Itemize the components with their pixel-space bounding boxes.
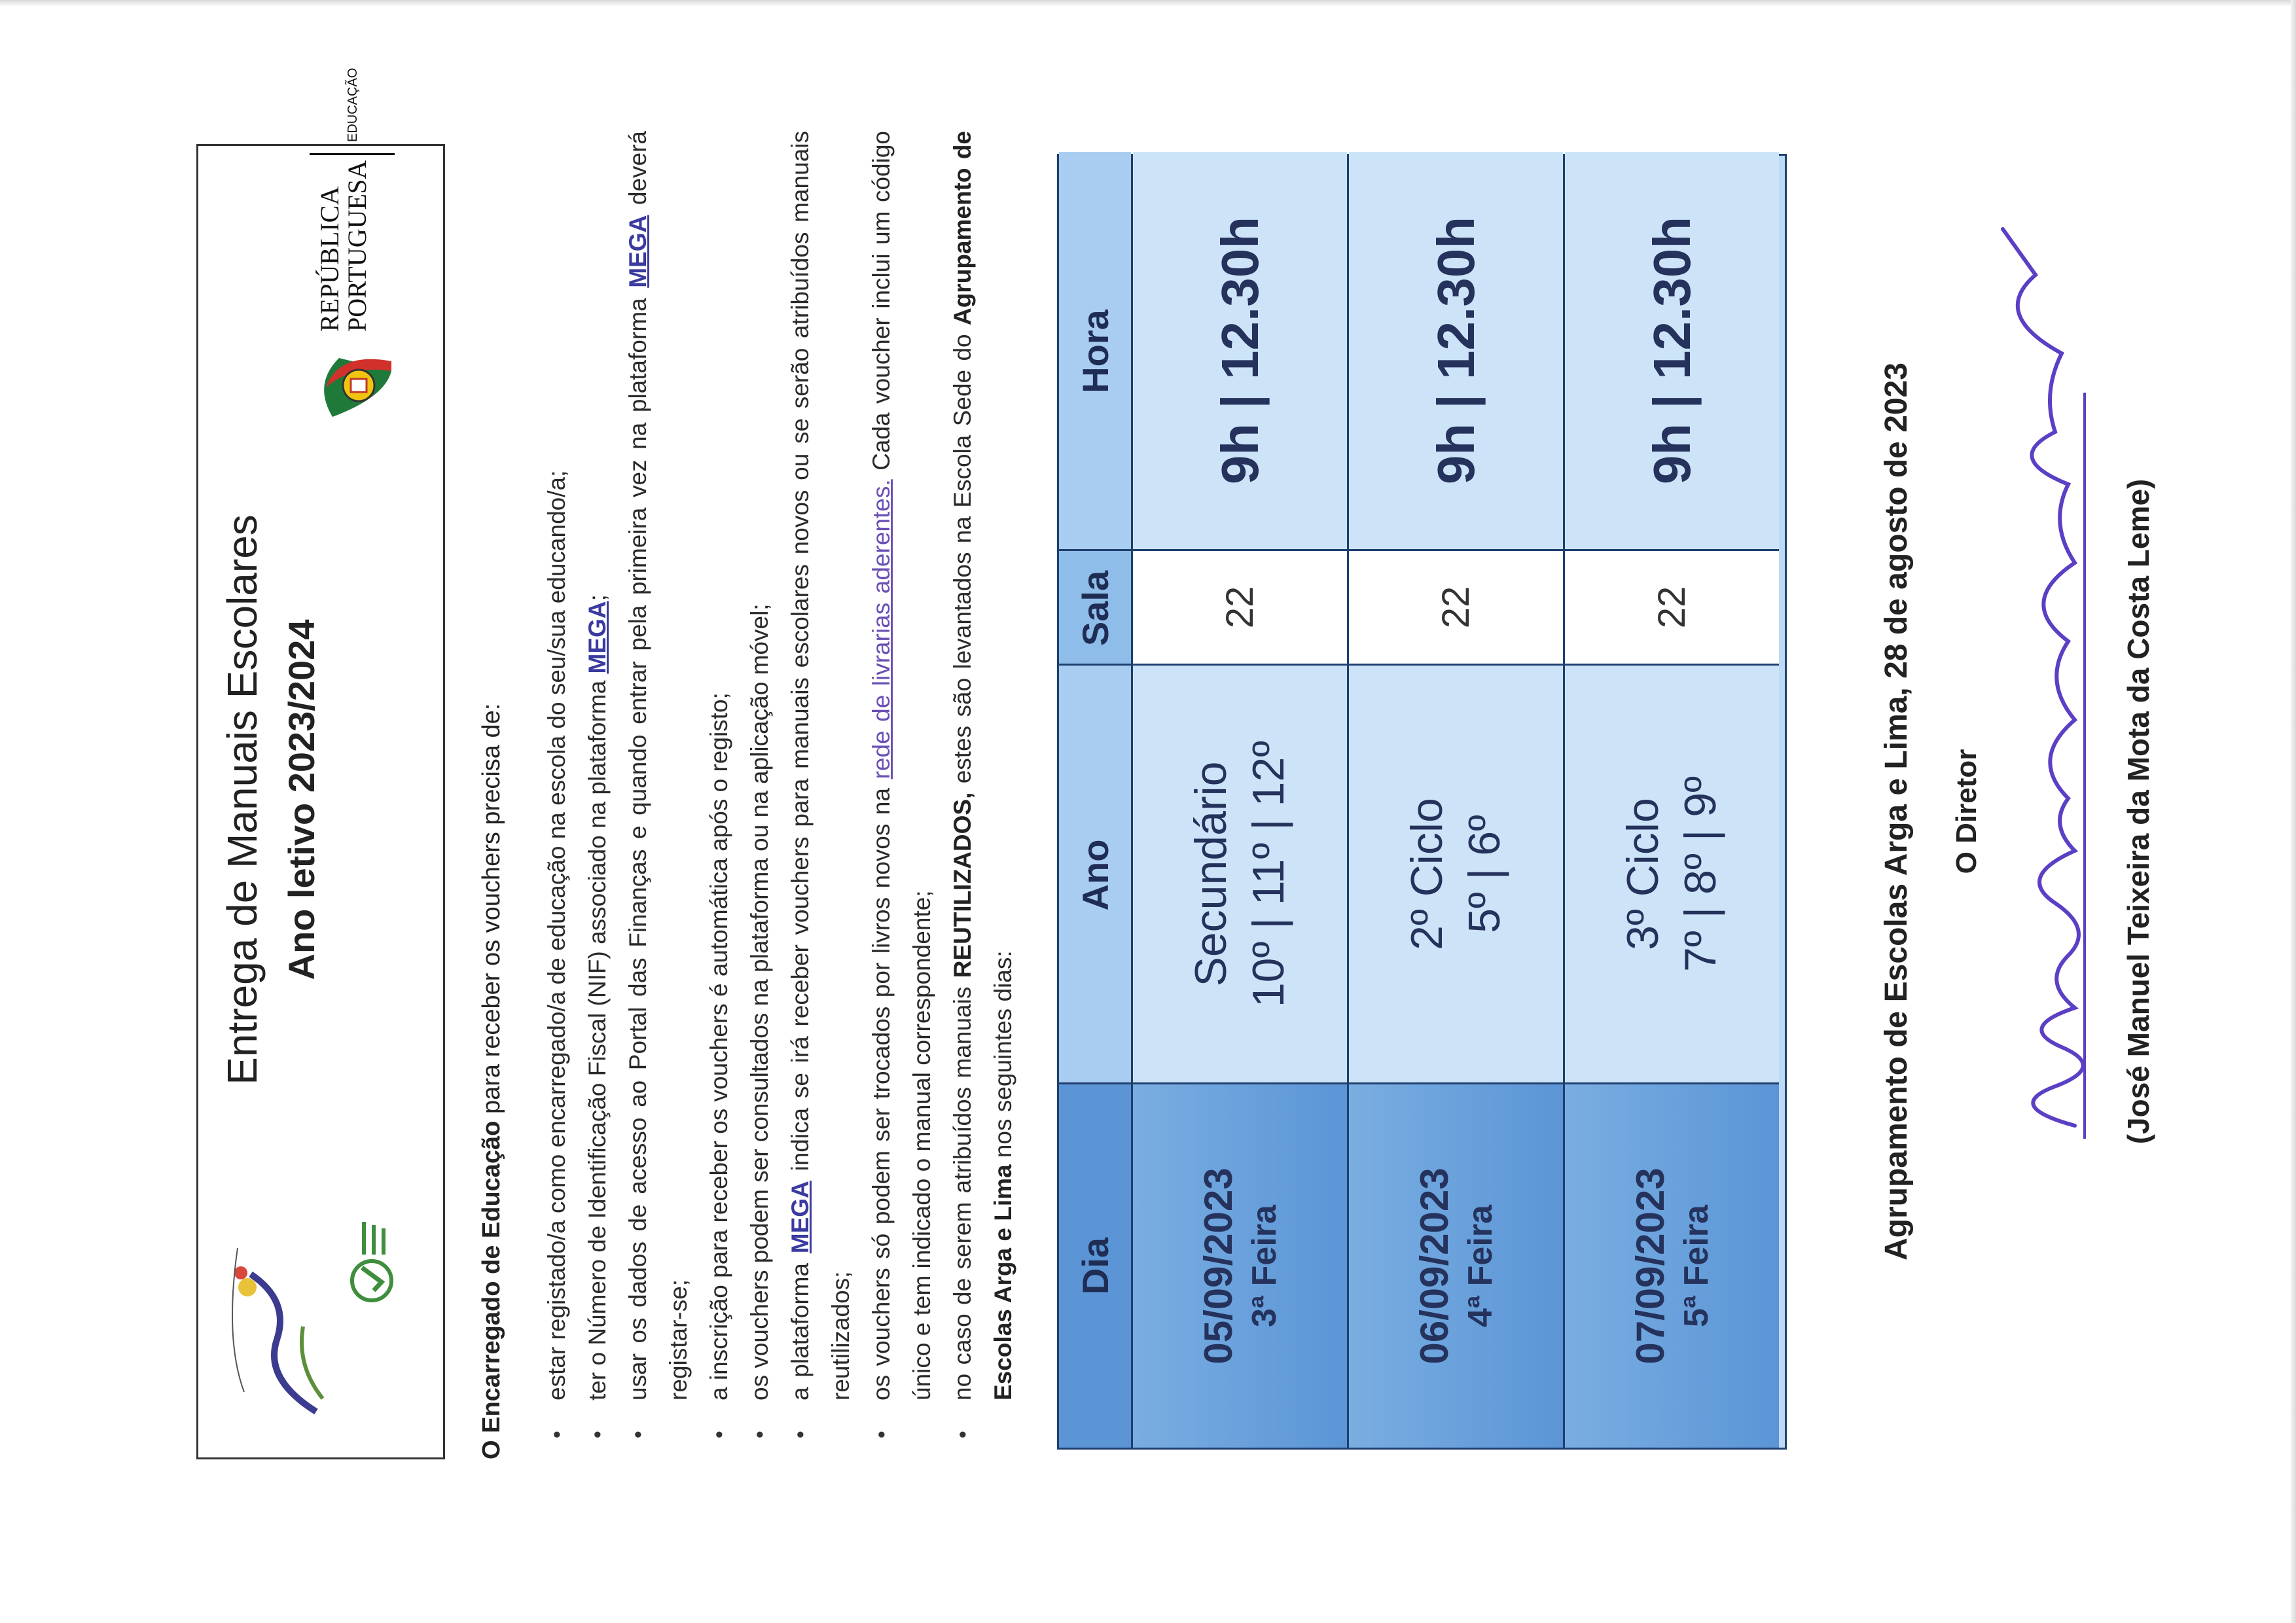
director-signature-icon: [1977, 183, 2108, 1178]
bookstore-network-link[interactable]: rede de livrarias aderentes.: [868, 479, 895, 779]
list-item: [740, 131, 780, 1453]
list-item-text: usar os dados de acesso ao Portal das Finanças e quando entrar pela primeira vez na plataforma: [624, 287, 651, 1400]
list-item-text: Cada voucher inclui um código único e tem indicado o manual correspondente;: [868, 130, 935, 1400]
government-name: [315, 160, 372, 332]
list-item-text: os vouchers só podem ser trocados por livros novos na: [868, 779, 895, 1400]
cell-ano-years: 7º | 8º | 9º: [1675, 776, 1725, 972]
cell-ano-years: 10º | 11º | 12º: [1243, 740, 1293, 1008]
director-name: (José Manuel Teixeira da Mota da Costa Leme): [2121, 478, 2155, 1145]
government-name-line1: REPÚBLICA: [315, 186, 344, 332]
cell-date: 07/09/2023: [1628, 1168, 1672, 1364]
cell-hora: 9h | 12.30h: [1349, 152, 1563, 551]
republica-portuguesa-emblem-icon: [313, 345, 398, 423]
list-item-text: os vouchers podem ser consultados na plataforma ou na aplicação móvel;: [746, 603, 773, 1400]
cell-ano-label: 3º Ciclo: [1617, 798, 1668, 950]
reused-label: REUTILIZADOS,: [949, 792, 976, 978]
list-item: [861, 131, 942, 1453]
list-item-text: nos seguintes dias:: [990, 950, 1016, 1165]
schedule-table: [1057, 154, 1787, 1450]
list-item-text: deverá registar-se;: [624, 131, 692, 1400]
list-item-text: a plataforma: [787, 1253, 814, 1400]
list-item-text: ter o Número de Identificação Fiscal (NIF) associado na plataforma: [584, 673, 611, 1400]
cell-ano-label: Secundário: [1185, 761, 1236, 987]
mega-link[interactable]: MEGA: [624, 215, 651, 288]
list-item: [780, 131, 861, 1453]
list-item: [618, 131, 699, 1453]
eqavet-seal-icon: [336, 1215, 408, 1307]
cell-weekday: 5ª Feira: [1677, 1205, 1715, 1327]
cell-sala: 22: [1565, 551, 1779, 666]
cell-sala: 22: [1349, 551, 1563, 666]
list-item: [699, 131, 740, 1453]
cell-weekday: 4ª Feira: [1461, 1205, 1499, 1327]
list-item-text: no caso de serem atribuídos manuais: [949, 978, 976, 1400]
list-item-text: ;: [584, 594, 611, 601]
cell-sala: 22: [1133, 551, 1347, 666]
cell-ano: [1565, 666, 1779, 1084]
cell-ano: [1133, 666, 1347, 1084]
requirements-list: [537, 131, 1024, 1453]
cell-weekday: 3ª Feira: [1245, 1205, 1283, 1327]
table-row: [1347, 156, 1563, 1448]
table-row: [1563, 156, 1779, 1448]
column-header-sala: Sala: [1074, 570, 1116, 647]
cell-date: 05/09/2023: [1196, 1168, 1240, 1364]
school-name-bold: Agrupamento de Escolas Arga e Lima: [949, 131, 1016, 1400]
intro-bold: O Encarregado de Educação: [478, 1120, 505, 1459]
document-title: Entrega de Manuais Escolares: [219, 514, 266, 1085]
list-item-text: indica se irá receber vouchers para manuais escolares novos ou se serão atribuídos manuais reutilizados;: [787, 130, 854, 1400]
cell-ano: [1349, 666, 1563, 1084]
mega-link[interactable]: MEGA: [584, 601, 611, 674]
mega-link[interactable]: MEGA: [787, 1181, 814, 1254]
cell-date: 06/09/2023: [1412, 1168, 1456, 1364]
column-header-ano: Ano: [1074, 839, 1116, 911]
cell-dia: [1565, 1084, 1779, 1448]
cell-dia: [1133, 1084, 1347, 1448]
header-box: [196, 67, 445, 1459]
list-item: [537, 131, 577, 1453]
list-item: [577, 131, 618, 1453]
cell-ano-label: 2º Ciclo: [1401, 798, 1452, 950]
table-row: [1131, 156, 1347, 1448]
cell-ano-years: 5º | 6º: [1459, 815, 1509, 933]
government-divider: [310, 153, 395, 155]
intro-text: [478, 137, 506, 1459]
column-header-hora: Hora: [1074, 310, 1116, 393]
cell-hora: 9h | 12.30h: [1133, 152, 1347, 551]
cell-dia: [1349, 1084, 1563, 1448]
list-item-text: a inscrição para receber os vouchers é automática após o registo;: [706, 692, 732, 1400]
director-title: O Diretor: [1950, 749, 1982, 874]
place-and-date: Agrupamento de Escolas Arga e Lima, 28 de agosto de 2023: [1879, 363, 1914, 1261]
government-name-line2: PORTUGUESA: [342, 160, 372, 332]
cell-hora: 9h | 12.30h: [1565, 152, 1779, 551]
government-department: EDUCAÇÃO: [346, 67, 360, 142]
list-item: [942, 131, 1024, 1453]
intro-rest: para receber os vouchers precisa de:: [478, 703, 505, 1121]
list-item-text: estar registado/a como encarregado/a de educação na escola do seu/sua educando/a;: [543, 470, 570, 1400]
list-item-text: estes são levantados na Escola Sede do: [949, 325, 976, 793]
document-subtitle: Ano letivo 2023/2024: [281, 619, 322, 980]
column-header-dia: Dia: [1074, 1237, 1116, 1295]
